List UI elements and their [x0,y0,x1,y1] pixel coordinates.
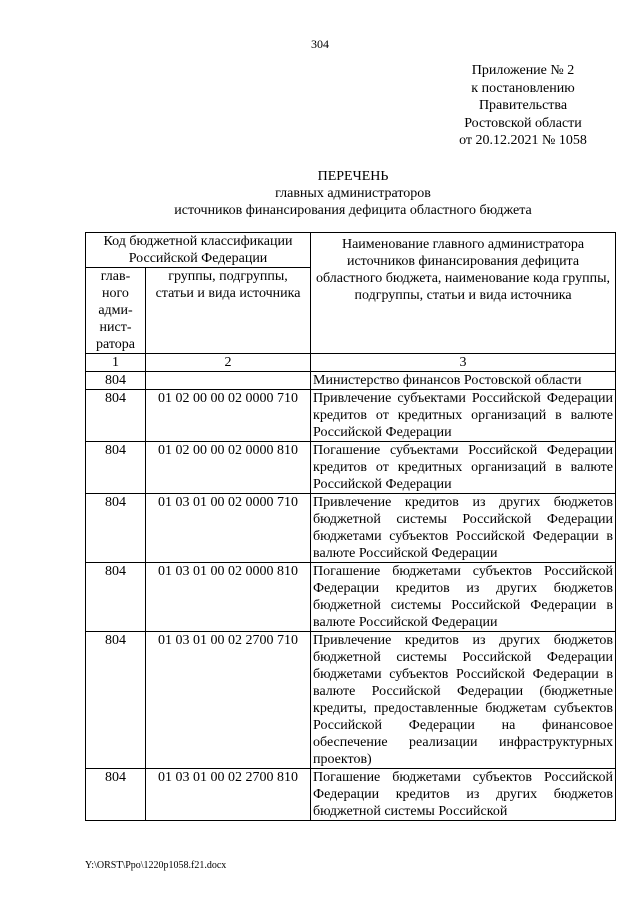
document-title [0,168,640,219]
budget-code-cell: 01 03 01 00 02 0000 810 [146,563,311,632]
header-row [86,233,616,268]
admin-code-cell: 804 [86,442,146,494]
appendix-reference [438,62,608,150]
table-row [86,494,616,563]
budget-code-cell: 01 03 01 00 02 2700 810 [146,769,311,821]
file-path-footer: Y:\ORST\Ppo\1220p1058.f21.docx [85,860,227,871]
admin-code-cell: 804 [86,632,146,769]
appendix-line: Правительства [478,98,568,113]
admin-code-cell: 804 [86,563,146,632]
header-code-cell: Код бюджетной классификации Российской Федерации [86,233,311,268]
table-row [86,390,616,442]
source-name-cell: Погашение бюджетами субъектов Российской Федерации кредитов из других бюджетов бюджетной системы Российской [311,769,616,821]
table-row [86,372,616,390]
header-name-cell: Наименование главного администратора источников финансирования дефицита областного бюджета, наименование кода группы, подгруппы, статьи и вида источника [311,233,616,354]
admin-code-cell: 804 [86,769,146,821]
column-number: 1 [86,354,146,372]
column-number: 2 [146,354,311,372]
table-row [86,563,616,632]
appendix-line: к постановлению [471,80,575,96]
source-name-cell: Министерство финансов Ростовской области [311,372,616,390]
budget-code-cell: 01 02 00 00 02 0000 810 [146,442,311,494]
appendix-line: Ростовской области [464,115,582,131]
table-row [86,769,616,821]
column-number-row [86,354,616,372]
source-name-cell: Привлечение кредитов из других бюджетов бюджетной системы Российской Федерации бюджетами субъектов Российской Федерации в валюте Российской Федерации [311,494,616,563]
administrators-table [85,232,616,821]
source-name-cell: Погашение субъектами Российской Федерации кредитов от кредитных организаций в валюте Российской Федерации [311,442,616,494]
budget-code-cell: 01 03 01 00 02 2700 710 [146,632,311,769]
budget-code-cell: 01 03 01 00 02 0000 710 [146,494,311,563]
column-number: 3 [311,354,616,372]
table-row [86,632,616,769]
page-number: 304 [311,37,329,51]
title-line: источников финансирования дефицита областного бюджета [174,203,532,218]
admin-code-cell: 804 [86,372,146,390]
budget-code-cell: 01 02 00 00 02 0000 710 [146,390,311,442]
title-line: ПЕРЕЧЕНЬ [317,169,389,184]
budget-code-cell [146,372,311,390]
header-admin-cell: глав- ного адми- нист- ратора [86,268,146,354]
source-name-cell: Привлечение субъектами Российской Федерации кредитов от кредитных организаций в валюте Российской Федерации [311,390,616,442]
source-name-cell: Привлечение кредитов из других бюджетов бюджетной системы Российской Федерации бюджетами субъектов Российской Федерации в валюте Российской Федерации (бюджетные кредиты, предоставленные бюджетам субъектов Российской Федерации на финансовое обеспечение реализации инфраструктурных проектов) [311,632,616,769]
source-name-cell: Погашение бюджетами субъектов Российской Федерации кредитов из других бюджетов бюджетной системы Российской Федерации в валюте Российской Федерации [311,563,616,632]
appendix-line: от 20.12.2021 № 1058 [459,133,587,148]
title-line: главных администраторов [275,186,431,201]
table-row [86,442,616,494]
header-group-cell: группы, подгруппы, статьи и вида источника [146,268,311,354]
admin-code-cell: 804 [86,494,146,563]
appendix-line: Приложение № 2 [471,63,575,78]
admin-code-cell: 804 [86,390,146,442]
